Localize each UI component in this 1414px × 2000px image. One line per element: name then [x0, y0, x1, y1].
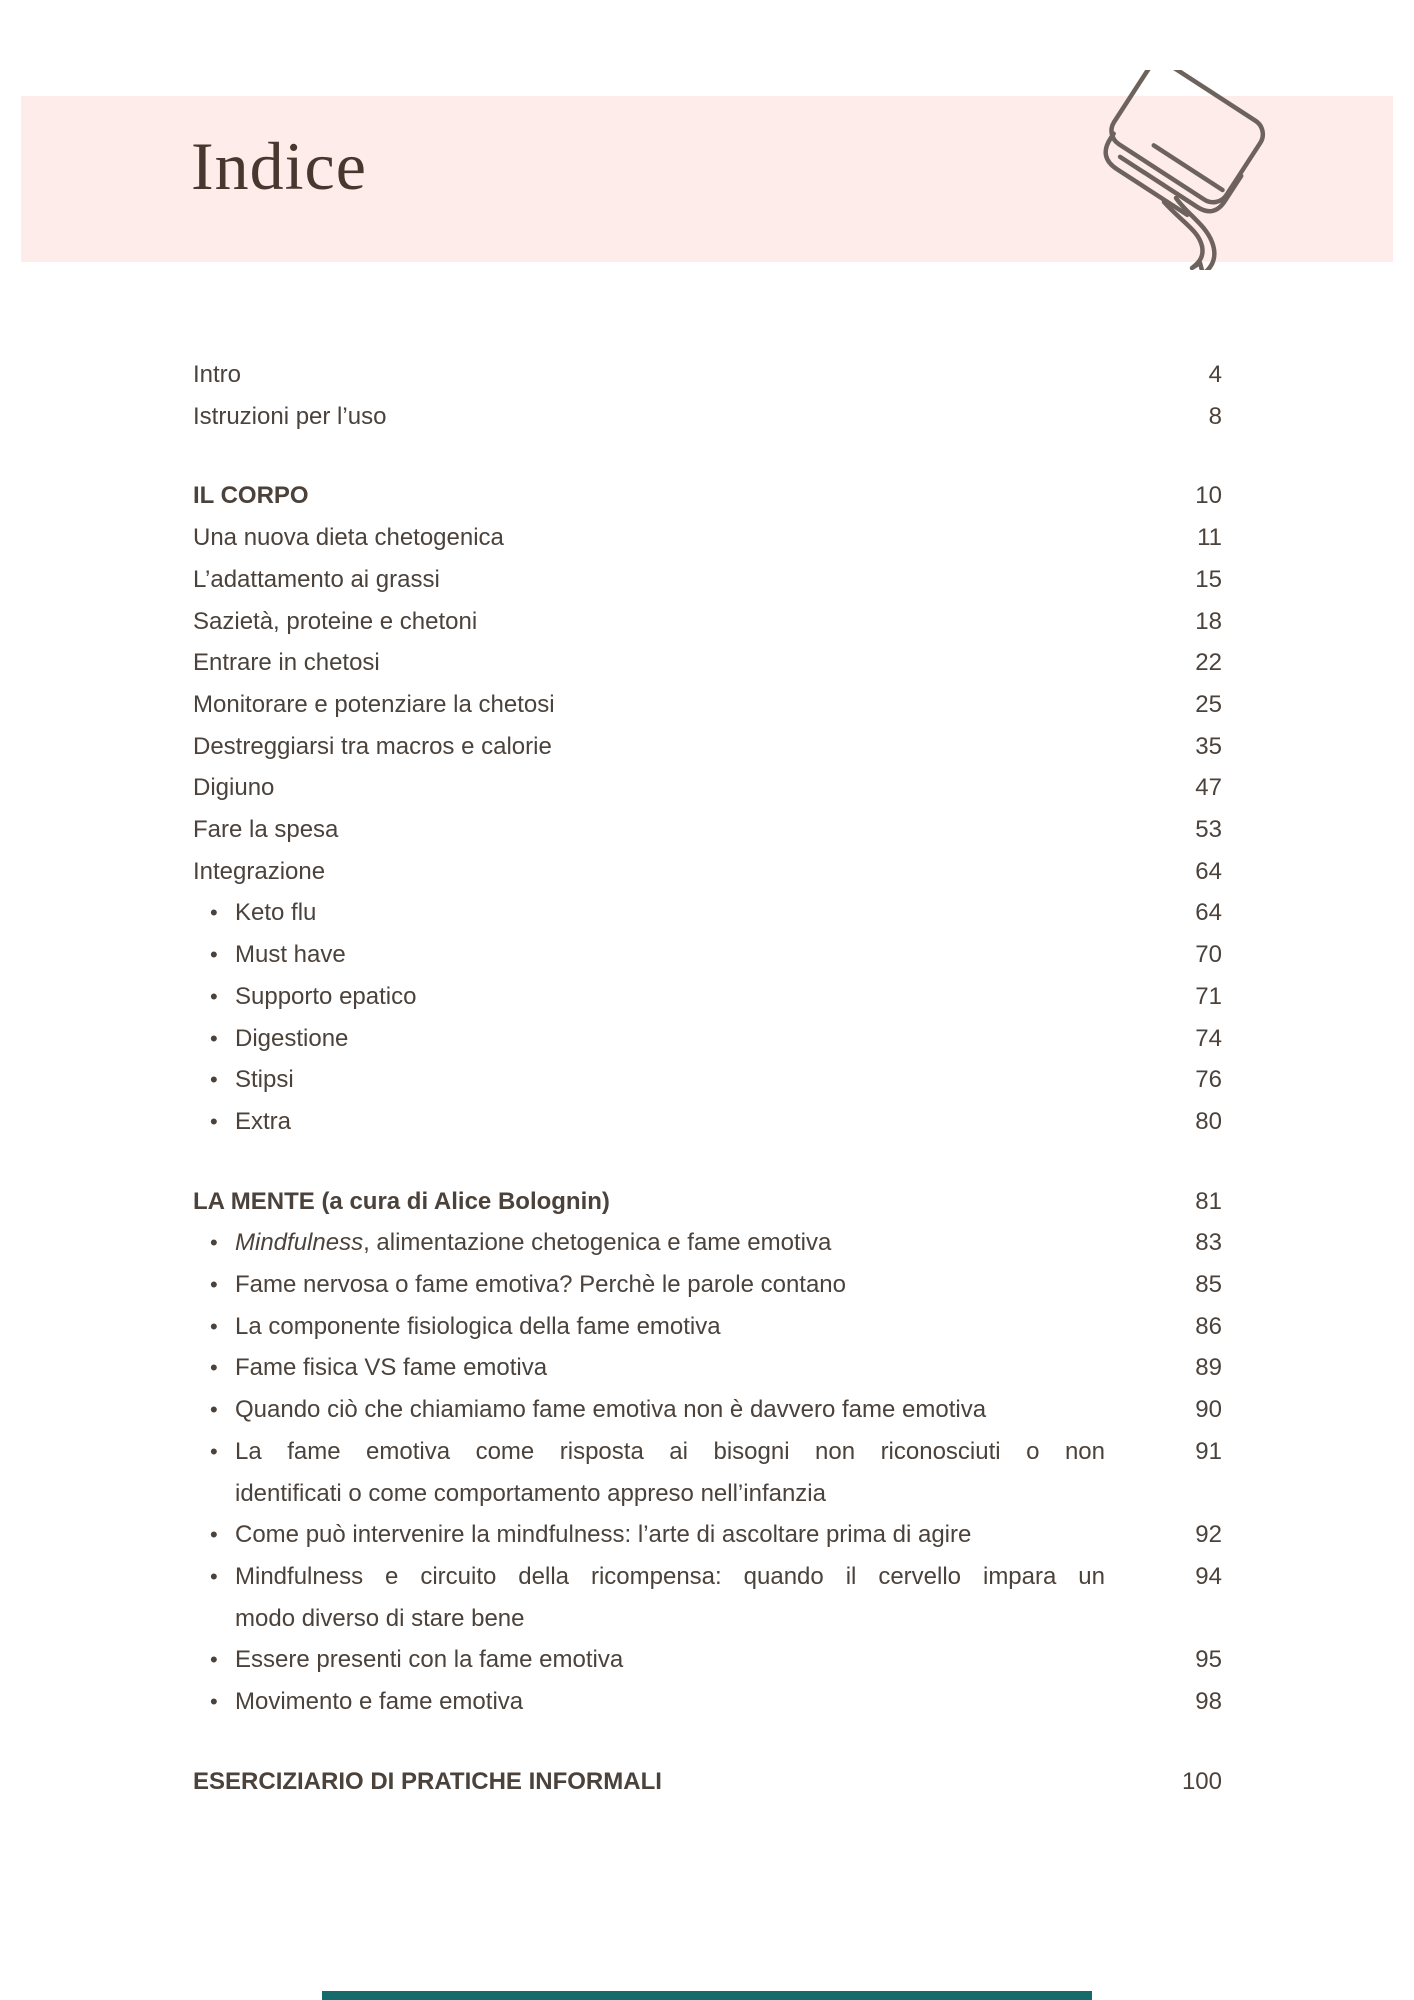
toc-entry-text — [193, 517, 1105, 559]
toc-row — [193, 1264, 1222, 1306]
toc-label: LA MENTE (a cura di Alice Bolognin) — [193, 1187, 610, 1215]
toc-entry-text — [193, 684, 1105, 726]
toc-label: Sazietà, proteine e chetoni — [193, 607, 478, 635]
toc-row — [193, 976, 1222, 1018]
toc-page-number: 70 — [1195, 941, 1222, 969]
toc-page-number: 11 — [1197, 524, 1222, 552]
toc-label: Digestione — [235, 1024, 349, 1052]
toc-label: Istruzioni per l’uso — [193, 402, 387, 430]
toc-row — [193, 726, 1222, 768]
toc-page-number: 81 — [1195, 1187, 1222, 1215]
toc-page-number: 92 — [1195, 1521, 1222, 1549]
toc-row — [193, 1306, 1222, 1348]
toc-entry-line1 — [235, 1389, 1105, 1431]
toc-row — [193, 559, 1222, 601]
toc-label-italic: Mindfulness — [235, 1229, 364, 1257]
toc-label: Quando ciò che chiamiamo fame emotiva non è davvero fame emotiva — [235, 1396, 987, 1424]
toc-entry-line1 — [193, 809, 1105, 851]
book-icon — [1090, 70, 1285, 270]
toc-entry-line1 — [193, 517, 1105, 559]
toc-label: Fame nervosa o fame emotiva? Perchè le parole contano — [235, 1271, 847, 1299]
toc-entry-line1 — [235, 1639, 1105, 1681]
toc-label: L’adattamento ai grassi — [193, 565, 440, 593]
toc-entry-line1 — [193, 1761, 1105, 1803]
toc-label: Monitorare e potenziare la chetosi — [193, 690, 555, 718]
toc-row — [193, 1101, 1222, 1143]
toc-page-number: 10 — [1195, 482, 1222, 510]
toc-entry-line1 — [235, 1556, 1105, 1598]
toc-row — [193, 934, 1222, 976]
toc-entry-line1 — [193, 601, 1105, 643]
toc-entry-text — [235, 1431, 1105, 1514]
toc-entry-line1 — [235, 1059, 1105, 1101]
toc-row — [193, 1514, 1222, 1556]
bullet-icon: • — [210, 1025, 218, 1051]
toc-entry-line1 — [235, 1018, 1105, 1060]
toc-label: Come può intervenire la mindfulness: l’arte di ascoltare prima di agire — [235, 1521, 972, 1549]
toc-entry-text — [235, 1639, 1105, 1681]
bullet-icon: • — [210, 983, 218, 1009]
toc-entry-text — [235, 1018, 1105, 1060]
toc-page-number: 94 — [1195, 1562, 1222, 1590]
toc-row — [193, 1431, 1222, 1514]
toc-label: Fare la spesa — [193, 816, 339, 844]
toc-entry-text — [193, 559, 1105, 601]
bullet-icon: • — [210, 1313, 218, 1339]
toc-page-number: 64 — [1195, 857, 1222, 885]
toc-list — [193, 354, 1222, 1803]
toc-label: Supporto epatico — [235, 982, 417, 1010]
bullet-icon: • — [210, 1108, 218, 1134]
toc-entry-line1 — [235, 1222, 1105, 1264]
toc-entry-line1 — [235, 1101, 1105, 1143]
toc-label: La fame emotiva come risposta ai bisogni non riconosciuti o non — [235, 1437, 1105, 1465]
bullet-icon: • — [210, 1563, 218, 1589]
toc-row — [193, 601, 1222, 643]
toc-row — [193, 1681, 1222, 1723]
toc-page-number: 90 — [1195, 1396, 1222, 1424]
toc-entry-text — [193, 1761, 1105, 1803]
toc-entry-text — [193, 642, 1105, 684]
toc-page-number: 98 — [1195, 1688, 1222, 1716]
toc-entry-text — [235, 1101, 1105, 1143]
toc-label: , alimentazione chetogenica e fame emotiva — [363, 1229, 832, 1257]
bullet-icon: • — [210, 942, 218, 968]
toc-row — [193, 1761, 1222, 1803]
toc-page-number: 64 — [1195, 899, 1222, 927]
toc-entry-line1 — [235, 1514, 1105, 1556]
bullet-icon: • — [210, 900, 218, 926]
toc-row — [193, 851, 1222, 893]
toc-row — [193, 1639, 1222, 1681]
toc-entry-line1 — [193, 354, 1105, 396]
toc-label: Digiuno — [193, 774, 275, 802]
toc-page-number: 74 — [1195, 1024, 1222, 1052]
toc-entry-line1 — [235, 1347, 1105, 1389]
toc-entry-line1 — [193, 1181, 1105, 1223]
bullet-icon: • — [210, 1647, 218, 1673]
toc-label-line2: identificati o come comportamento appreso nell’infanzia — [235, 1479, 826, 1507]
toc-entry-line1 — [193, 726, 1105, 768]
toc-entry-text — [193, 354, 1105, 396]
toc-entry-text — [193, 726, 1105, 768]
toc-label: Destreggiarsi tra macros e calorie — [193, 732, 552, 760]
toc-label: Mindfulness e circuito della ricompensa: quando il cervello impara un — [235, 1562, 1105, 1590]
toc-label: Must have — [235, 941, 346, 969]
toc-page-number: 47 — [1195, 774, 1222, 802]
bullet-icon: • — [210, 1272, 218, 1298]
toc-row — [193, 809, 1222, 851]
toc-page-number: 22 — [1195, 649, 1222, 677]
toc-entry-line1 — [193, 559, 1105, 601]
toc-page-number: 85 — [1195, 1271, 1222, 1299]
toc-entry-text — [235, 1222, 1105, 1264]
toc-label: Una nuova dieta chetogenica — [193, 524, 504, 552]
toc-row — [193, 1347, 1222, 1389]
toc-entry-text — [235, 1347, 1105, 1389]
bullet-icon: • — [210, 1689, 218, 1715]
toc-row — [193, 396, 1222, 438]
toc-row — [193, 1018, 1222, 1060]
toc-page-number: 91 — [1195, 1437, 1222, 1465]
toc-entry-line1 — [193, 851, 1105, 893]
toc-row — [193, 642, 1222, 684]
toc-entry-line1 — [235, 1431, 1105, 1473]
toc-entry-line1 — [193, 767, 1105, 809]
toc-label: La componente fisiologica della fame emotiva — [235, 1312, 721, 1340]
bullet-icon: • — [210, 1397, 218, 1423]
bullet-icon: • — [210, 1438, 218, 1464]
toc-row — [193, 1556, 1222, 1639]
toc-row — [193, 684, 1222, 726]
toc-row — [193, 767, 1222, 809]
toc-row — [193, 517, 1222, 559]
toc-entry-text — [235, 1681, 1105, 1723]
bullet-icon: • — [210, 1230, 218, 1256]
toc-page-number: 4 — [1208, 361, 1222, 388]
footer-accent-bar — [322, 1991, 1092, 2000]
toc-page-number: 71 — [1195, 982, 1222, 1010]
toc-label: IL CORPO — [193, 482, 309, 510]
toc-entry-line1 — [193, 684, 1105, 726]
toc-entry-line1 — [235, 892, 1105, 934]
toc-entry-text — [193, 851, 1105, 893]
toc-entry-line1 — [235, 1681, 1105, 1723]
toc-entry-line1 — [193, 642, 1105, 684]
toc-label: Fame fisica VS fame emotiva — [235, 1354, 548, 1382]
toc-label: Entrare in chetosi — [193, 649, 380, 677]
toc-label: Essere presenti con la fame emotiva — [235, 1646, 624, 1674]
toc-label: ESERCIZIARIO DI PRATICHE INFORMALI — [193, 1767, 662, 1795]
toc-entry-text — [193, 809, 1105, 851]
toc-page-number: 18 — [1195, 607, 1222, 635]
bullet-icon: • — [210, 1067, 218, 1093]
toc-page-number: 86 — [1195, 1312, 1222, 1340]
toc-entry-line1 — [193, 396, 1105, 438]
toc-entry-line1 — [235, 934, 1105, 976]
toc-entry-text — [193, 396, 1105, 438]
toc-entry-text — [235, 1514, 1105, 1556]
toc-page-number: 53 — [1195, 816, 1222, 844]
toc-entry-text — [235, 892, 1105, 934]
toc-row — [193, 475, 1222, 517]
toc-page-number: 35 — [1195, 732, 1222, 760]
toc-entry-line1 — [193, 475, 1105, 517]
toc-entry-text — [235, 976, 1105, 1018]
toc-row — [193, 1059, 1222, 1101]
toc-entry-text — [193, 1181, 1105, 1223]
toc-entry-text — [235, 1059, 1105, 1101]
page-title: Indice — [191, 128, 367, 204]
toc-row — [193, 354, 1222, 396]
toc-entry-line1 — [235, 1264, 1105, 1306]
bullet-icon: • — [210, 1522, 218, 1548]
toc-row — [193, 892, 1222, 934]
toc-entry-text — [193, 601, 1105, 643]
toc-page-number: 15 — [1195, 565, 1222, 593]
toc-entry-text — [193, 767, 1105, 809]
toc-row — [193, 1389, 1222, 1431]
toc-page-number: 8 — [1208, 402, 1222, 430]
toc-label: Stipsi — [235, 1066, 294, 1094]
toc-entry-line1 — [235, 1306, 1105, 1348]
toc-entry-text — [235, 934, 1105, 976]
toc-label: Intro — [193, 361, 242, 388]
toc-page-number: 100 — [1181, 1767, 1222, 1795]
toc-page-number: 25 — [1195, 690, 1222, 718]
toc-entry-text — [235, 1306, 1105, 1348]
toc-label: Movimento e fame emotiva — [235, 1688, 524, 1716]
toc-entry-line1 — [235, 976, 1105, 1018]
toc-label-line2: modo diverso di stare bene — [235, 1604, 525, 1632]
toc-entry-text — [235, 1264, 1105, 1306]
toc-page-number: 89 — [1195, 1354, 1222, 1382]
toc-entry-text — [235, 1556, 1105, 1639]
toc-page-number: 95 — [1195, 1646, 1222, 1674]
toc-page-number: 80 — [1195, 1107, 1222, 1135]
toc-entry-text — [235, 1389, 1105, 1431]
toc-row — [193, 1222, 1222, 1264]
toc-label: Extra — [235, 1107, 292, 1135]
toc-row — [193, 1181, 1222, 1223]
toc-page-number: 83 — [1195, 1229, 1222, 1257]
toc-entry-text — [193, 475, 1105, 517]
toc-label: Keto flu — [235, 899, 317, 927]
bullet-icon: • — [210, 1355, 218, 1381]
toc-page-number: 76 — [1195, 1066, 1222, 1094]
toc-label: Integrazione — [193, 857, 326, 885]
